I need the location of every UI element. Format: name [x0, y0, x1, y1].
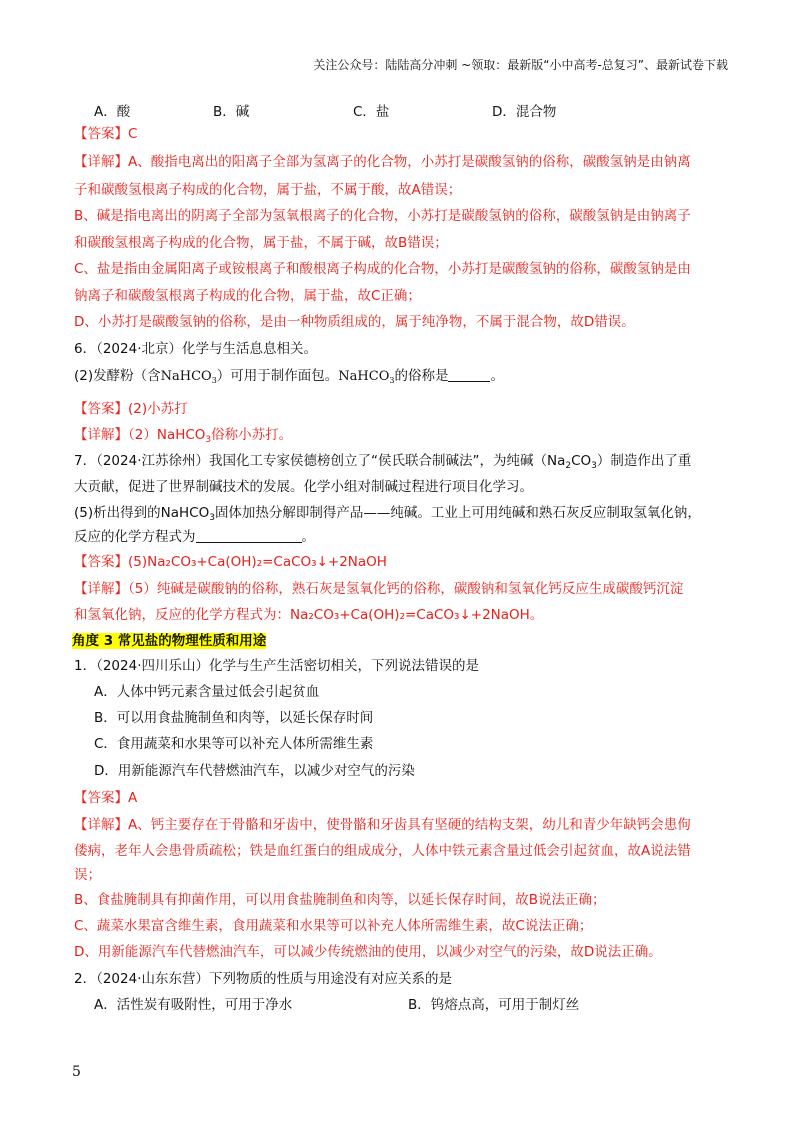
q5-option-d: D．混合物	[492, 104, 557, 120]
s1-option: C．食用蔬菜和水果等可以补充人体所需维生素	[94, 736, 374, 752]
q5-option-c: C．盐	[353, 104, 390, 120]
s1-detail-line: D、用新能源汽车代替燃油汽车，可以减少传统燃油的使用，以减少对空气的污染，故D说法正确。	[74, 944, 662, 960]
q5-detail-line: 和碳酸氢根离子构成的化合物，属于盐，不属于碱，故B错误；	[74, 235, 448, 251]
q5-detail-line: B、碱是指电离出的阴离子全部为氢氧根离子的化合物，小苏打是碳酸氢钠的俗称，碳酸氢钠是由钠离子	[74, 208, 691, 224]
q5-detail-line: 钠离子和碳酸氢根离子构成的化合物，属于盐，故C正确；	[74, 288, 421, 304]
q7-line: 大贡献，促进了世界制碱技术的发展。化学小组对制碱过程进行项目化学习。	[74, 479, 533, 495]
q6-answer: 【答案】(2)小苏打	[74, 401, 188, 417]
s1-option: D．用新能源汽车代替燃油汽车，以减少对空气的污染	[94, 763, 415, 779]
s1-detail-line: 【详解】A、钙主要存在于骨骼和牙齿中，使骨骼和牙齿具有坚硬的结构支架，幼儿和青少年缺钙会患佝	[74, 817, 691, 833]
page-header: 关注公众号：陆陆高分冲刺 ~领取：最新版“小中高考-总复习”、最新试卷下载	[313, 58, 728, 72]
q6-detail: 【详解】（2）NaHCO$_3$俗称小苏打。	[74, 427, 293, 445]
q5-detail-line: 子和碳酸氢根离子构成的化合物，属于盐，不属于酸，故A错误；	[74, 182, 462, 198]
answer-blank	[196, 528, 302, 543]
q6-question: (2)发酵粉（含NaHCO$_3$）可用于制作面包。NaHCO$_3$的俗称是 。	[74, 368, 504, 385]
s1-detail-line: C、蔬菜水果富含维生素，食用蔬菜和水果等可以补充人体所需维生素，故C说法正确；	[74, 918, 593, 934]
q5-detail-line: C、盐是指由金属阳离子或铵根离子和酸根离子构成的化合物，小苏打是碳酸氢钠的俗称，碳酸氢钠是由	[74, 261, 691, 277]
nahco3-formula: NaHCO$_3$	[338, 369, 395, 385]
s1-detail-line: 误；	[74, 867, 101, 883]
s2-option-b: B．钨熔点高，可用于制灯丝	[408, 997, 580, 1013]
q5-option-a: A．酸	[94, 104, 131, 120]
s1-title: 1．（2024·四川乐山）化学与生产生活密切相关，下列说法错误的是	[74, 658, 479, 674]
s1-answer: 【答案】A	[74, 790, 138, 806]
s2-title: 2．（2024·山东东营）下列物质的性质与用途没有对应关系的是	[74, 971, 452, 987]
page-number: 5	[72, 1064, 81, 1080]
s1-option: A．人体中钙元素含量过低会引起贫血	[94, 684, 320, 700]
q5-detail-line: D、小苏打是碳酸氢钠的俗称，是由一种物质组成的，属于纯净物，不属于混合物，故D错误。	[74, 314, 635, 330]
q7-detail-line: 【详解】（5）纯碱是碳酸钠的俗称，熟石灰是氢氧化钙的俗称，碳酸钠和氢氧化钙反应生成碳酸钙沉淀	[74, 581, 684, 597]
q7-detail-line: 和氢氧化钠，反应的化学方程式为：Na₂CO₃+Ca(OH)₂=CaCO₃↓+2NaOH。	[74, 607, 544, 623]
s2-option-a: A．活性炭有吸附性，可用于净水	[94, 997, 293, 1013]
section-heading: 角度 3 常见盐的物理性质和用途	[72, 633, 267, 649]
q7-line: (5)析出得到的NaHCO$_3$固体加热分解即制得产品——纯碱。工业上可用纯碱和熟石灰反应制取氢氧化钠，	[74, 505, 701, 523]
q5-option-b: B．碱	[213, 104, 250, 120]
nahco3-formula: NaHCO$_3$	[160, 369, 217, 385]
q7-line: 7．（2024·江苏徐州）我国化工专家侯德榜创立了“侯氏联合制碱法”，为纯碱$(Na_2CO_3)$制造作出了重	[74, 453, 692, 471]
s1-detail-line: 偻病，老年人会患骨质疏松；铁是血红蛋白的组成成分，人体中铁元素含量过低会引起贫血，故A说法错	[74, 843, 691, 859]
answer-blank	[448, 367, 490, 382]
q5-answer: 【答案】C	[74, 126, 138, 142]
q6-title: 6．（2024·北京）化学与生活息息相关。	[74, 341, 317, 357]
q5-detail-line: 【详解】A、酸指电离出的阳离子全部为氢离子的化合物，小苏打是碳酸氢钠的俗称，碳酸氢钠是由钠离	[74, 154, 691, 170]
q7-answer: 【答案】(5)Na₂CO₃+Ca(OH)₂=CaCO₃↓+2NaOH	[74, 554, 387, 570]
s1-detail-line: B、食盐腌制具有抑菌作用，可以用食盐腌制鱼和肉等，以延长保存时间，故B说法正确；	[74, 892, 606, 908]
q7-line: 反应的化学方程式为 。	[74, 529, 315, 545]
s1-option: B．可以用食盐腌制鱼和肉等，以延长保存时间	[94, 710, 374, 726]
